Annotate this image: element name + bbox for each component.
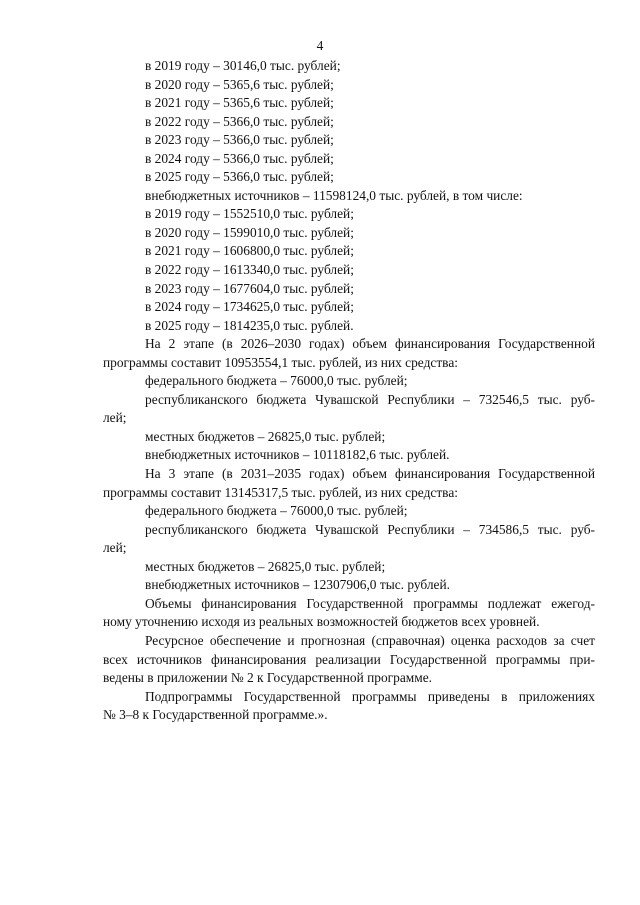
text-line: в 2024 году – 5366,0 тыс. рублей; xyxy=(145,150,334,166)
text-line: внебюджетных источников – 12307906,0 тыс. рублей. xyxy=(145,577,450,593)
body-text xyxy=(103,57,595,725)
text-line: в 2019 году – 1552510,0 тыс. рублей; xyxy=(145,206,354,222)
text-line: лей; xyxy=(103,410,127,426)
page-number: 4 xyxy=(316,38,324,53)
text-line: в 2022 году – 5366,0 тыс. рублей; xyxy=(145,113,334,129)
text-line: ному уточнению исходя из реальных возможностей бюджетов всех уровней. xyxy=(103,614,540,630)
text-line: республиканского бюджета Чувашской Республики – 732546,5 тыс. руб- xyxy=(145,391,595,407)
text-line: На 3 этапе (в 2031–2035 годах) объем финансирования Государственной xyxy=(145,466,595,482)
text-line: республиканского бюджета Чувашской Республики – 734586,5 тыс. руб- xyxy=(145,521,595,537)
text-line: № 3–8 к Государственной программе.». xyxy=(103,707,328,723)
text-line: федерального бюджета – 76000,0 тыс. рублей; xyxy=(145,503,408,519)
text-line: лей; xyxy=(103,540,127,556)
text-line: ведены в приложении № 2 к Государственной программе. xyxy=(103,670,433,686)
text-line: в 2023 году – 5366,0 тыс. рублей; xyxy=(145,132,334,148)
text-line: в 2020 году – 1599010,0 тыс. рублей; xyxy=(145,224,354,240)
text-line: Объемы финансирования Государственной программы подлежат ежегод- xyxy=(145,595,595,611)
text-line: Подпрограммы Государственной программы приведены в приложениях xyxy=(145,688,595,704)
text-line: в 2025 году – 5366,0 тыс. рублей; xyxy=(145,169,334,185)
text-line: федерального бюджета – 76000,0 тыс. рублей; xyxy=(145,373,408,389)
text-line: всех источников финансирования реализации Государственной программы при- xyxy=(103,651,595,667)
text-line: в 2021 году – 1606800,0 тыс. рублей; xyxy=(145,243,354,259)
text-line: внебюджетных источников – 10118182,6 тыс. рублей. xyxy=(145,447,450,463)
text-line: местных бюджетов – 26825,0 тыс. рублей; xyxy=(145,428,386,444)
text-line: программы составит 10953554,1 тыс. рублей, из них средства: xyxy=(103,354,458,370)
text-line: местных бюджетов – 26825,0 тыс. рублей; xyxy=(145,558,386,574)
text-line: программы составит 13145317,5 тыс. рублей, из них средства: xyxy=(103,484,458,500)
text-line: в 2020 году – 5365,6 тыс. рублей; xyxy=(145,76,334,92)
text-line: в 2024 году – 1734625,0 тыс. рублей; xyxy=(145,299,354,315)
text-line: На 2 этапе (в 2026–2030 годах) объем финансирования Государственной xyxy=(145,336,595,352)
text-line: в 2021 году – 5365,6 тыс. рублей; xyxy=(145,95,334,111)
text-line: в 2019 году – 30146,0 тыс. рублей; xyxy=(145,58,341,73)
text-line: Ресурсное обеспечение и прогнозная (справочная) оценка расходов за счет xyxy=(145,632,595,648)
text-line: в 2023 году – 1677604,0 тыс. рублей; xyxy=(145,280,354,296)
text-line: внебюджетных источников – 11598124,0 тыс. рублей, в том числе: xyxy=(145,187,523,203)
text-line: в 2022 году – 1613340,0 тыс. рублей; xyxy=(145,262,354,278)
text-line: в 2025 году – 1814235,0 тыс. рублей. xyxy=(145,317,354,333)
